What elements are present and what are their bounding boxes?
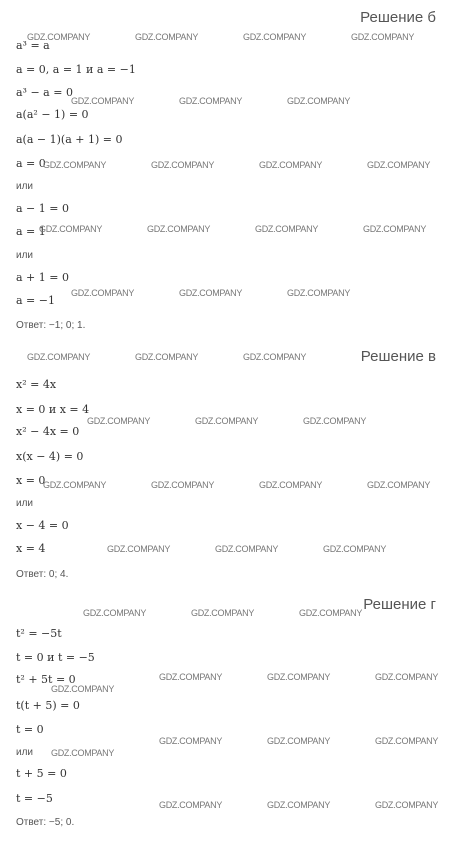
solution-b-line: a = −1 bbox=[16, 294, 55, 307]
watermark-text: GDZ.COMPANY bbox=[259, 160, 323, 170]
watermark-text: GDZ.COMPANY bbox=[179, 288, 243, 298]
watermark-text: GDZ.COMPANY bbox=[151, 480, 215, 490]
watermark-text: GDZ.COMPANY bbox=[287, 288, 351, 298]
watermark-text: GDZ.COMPANY bbox=[71, 96, 135, 106]
watermark-text: GDZ.COMPANY bbox=[107, 544, 171, 554]
watermark-text: GDZ.COMPANY bbox=[299, 608, 363, 618]
solution-v-line: x² − 4x = 0 bbox=[16, 425, 80, 438]
watermark-text: GDZ.COMPANY bbox=[287, 96, 351, 106]
solution-b-line: a(a − 1)(a + 1) = 0 bbox=[16, 133, 123, 146]
solution-v-answer: Ответ: 0; 4. bbox=[16, 569, 69, 580]
watermark-text: GDZ.COMPANY bbox=[87, 416, 151, 426]
solution-b-line: a(a² − 1) = 0 bbox=[16, 108, 89, 121]
watermark-text: GDZ.COMPANY bbox=[363, 224, 427, 234]
solution-b-line: a³ − a = 0 bbox=[16, 86, 73, 99]
watermark-text: GDZ.COMPANY bbox=[147, 224, 211, 234]
watermark-text: GDZ.COMPANY bbox=[267, 672, 331, 682]
solution-g-line: t = 0 bbox=[16, 723, 44, 736]
watermark-text: GDZ.COMPANY bbox=[255, 224, 319, 234]
solution-v-or: или bbox=[16, 498, 34, 509]
watermark-text: GDZ.COMPANY bbox=[259, 480, 323, 490]
watermark-text: GDZ.COMPANY bbox=[159, 736, 223, 746]
watermark-text: GDZ.COMPANY bbox=[159, 800, 223, 810]
solution-v-line: x = 0 и x = 4 bbox=[16, 403, 90, 416]
solution-b-line: a = 1 bbox=[16, 225, 46, 238]
watermark-text: GDZ.COMPANY bbox=[27, 32, 91, 42]
watermark-text: GDZ.COMPANY bbox=[39, 224, 103, 234]
watermark-text: GDZ.COMPANY bbox=[375, 672, 439, 682]
watermark-text: GDZ.COMPANY bbox=[375, 800, 439, 810]
solution-v-line: x(x − 4) = 0 bbox=[16, 450, 84, 463]
solution-v-line: x = 0 bbox=[16, 474, 46, 487]
watermark-text: GDZ.COMPANY bbox=[267, 736, 331, 746]
watermark-text: GDZ.COMPANY bbox=[267, 800, 331, 810]
watermark-text: GDZ.COMPANY bbox=[51, 684, 115, 694]
watermark-text: GDZ.COMPANY bbox=[159, 672, 223, 682]
watermark-text: GDZ.COMPANY bbox=[43, 160, 107, 170]
solution-b-line: a = 0 bbox=[16, 157, 46, 170]
solution-v-line: x = 4 bbox=[16, 542, 46, 555]
solution-g-line: t(t + 5) = 0 bbox=[16, 699, 80, 712]
solution-g-title: Решение г bbox=[363, 596, 436, 613]
watermark-text: GDZ.COMPANY bbox=[51, 748, 115, 758]
watermark-text: GDZ.COMPANY bbox=[179, 96, 243, 106]
solution-g-line: t = −5 bbox=[16, 792, 53, 805]
solution-b-line: a = 0, a = 1 и a = −1 bbox=[16, 63, 136, 76]
watermark-text: GDZ.COMPANY bbox=[191, 608, 255, 618]
solution-g-line: t + 5 = 0 bbox=[16, 767, 67, 780]
watermark-text: GDZ.COMPANY bbox=[151, 160, 215, 170]
solution-g-answer: Ответ: −5; 0. bbox=[16, 817, 75, 828]
solution-b-title: Решение б bbox=[360, 9, 436, 26]
watermark-text: GDZ.COMPANY bbox=[323, 544, 387, 554]
solution-b-line: a − 1 = 0 bbox=[16, 202, 69, 215]
watermark-text: GDZ.COMPANY bbox=[243, 352, 307, 362]
watermark-text: GDZ.COMPANY bbox=[83, 608, 147, 618]
solution-b-or: или bbox=[16, 181, 34, 192]
solution-b-or: или bbox=[16, 250, 34, 261]
watermark-text: GDZ.COMPANY bbox=[43, 480, 107, 490]
watermark-text: GDZ.COMPANY bbox=[27, 352, 91, 362]
watermark-text: GDZ.COMPANY bbox=[195, 416, 259, 426]
solution-v-title: Решение в bbox=[360, 348, 436, 365]
solution-g-line: t² + 5t = 0 bbox=[16, 673, 76, 686]
watermark-text: GDZ.COMPANY bbox=[135, 352, 199, 362]
watermark-text: GDZ.COMPANY bbox=[367, 160, 431, 170]
watermark-text: GDZ.COMPANY bbox=[303, 416, 367, 426]
watermark-text: GDZ.COMPANY bbox=[215, 544, 279, 554]
solution-b-answer: Ответ: −1; 0; 1. bbox=[16, 320, 86, 331]
watermark-text: GDZ.COMPANY bbox=[375, 736, 439, 746]
watermark-text: GDZ.COMPANY bbox=[243, 32, 307, 42]
solution-b-line: a + 1 = 0 bbox=[16, 271, 69, 284]
solution-g-or: или bbox=[16, 747, 34, 758]
watermark-text: GDZ.COMPANY bbox=[135, 32, 199, 42]
solution-b-line: a³ = a bbox=[16, 39, 50, 52]
solution-v-line: x − 4 = 0 bbox=[16, 519, 69, 532]
watermark-text: GDZ.COMPANY bbox=[71, 288, 135, 298]
watermark-text: GDZ.COMPANY bbox=[351, 32, 415, 42]
watermark-text: GDZ.COMPANY bbox=[367, 480, 431, 490]
solution-g-line: t² = −5t bbox=[16, 627, 62, 640]
solution-g-line: t = 0 и t = −5 bbox=[16, 651, 95, 664]
solution-v-line: x² = 4x bbox=[16, 378, 57, 391]
